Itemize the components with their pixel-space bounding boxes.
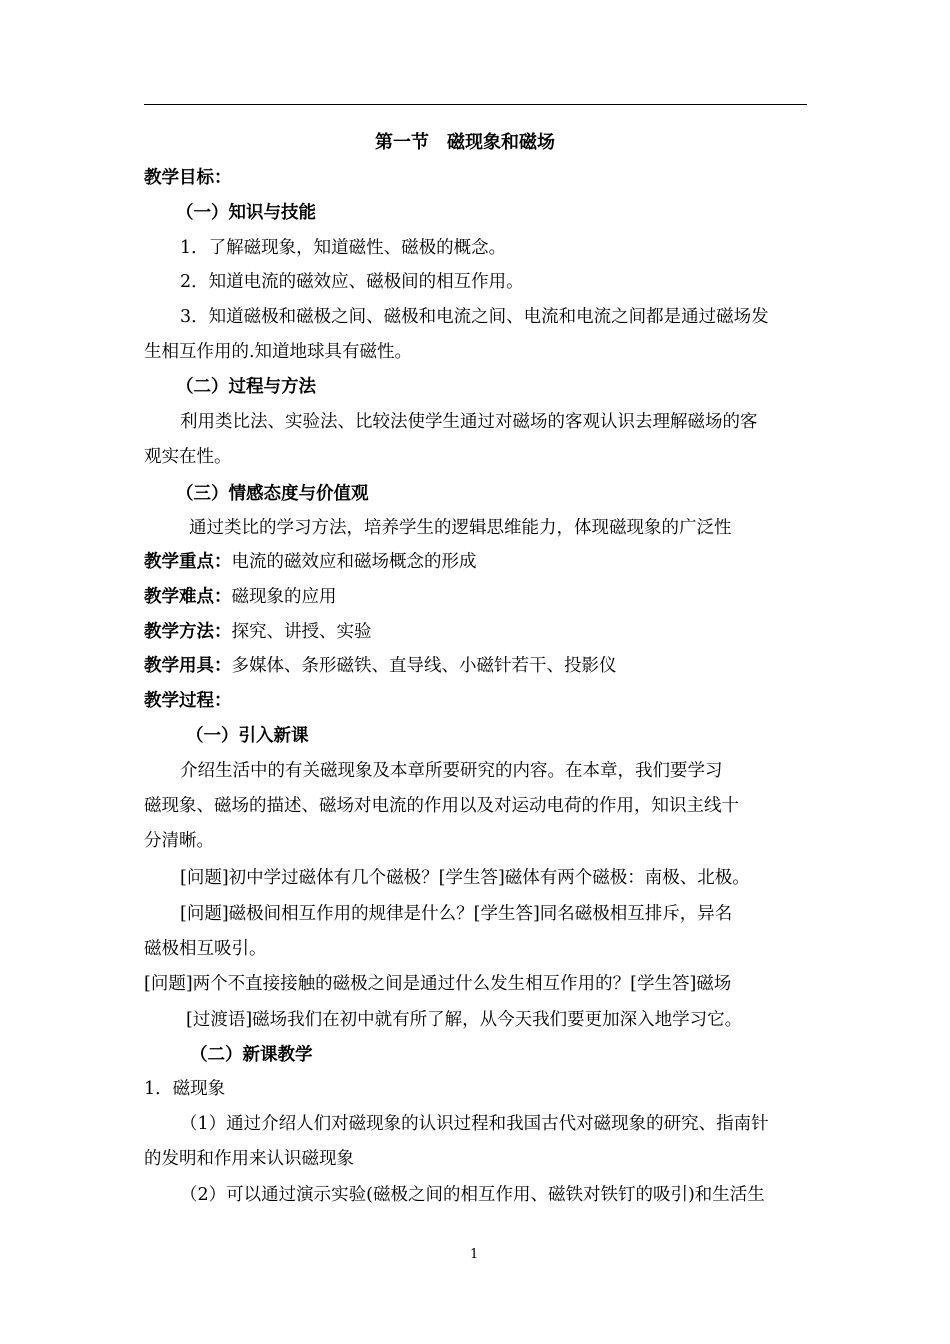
header-rule (144, 104, 807, 105)
process-text-line-1: 利用类比法、实验法、比较法使学生通过对磁场的客观认识去理解磁场的客 (180, 412, 758, 432)
page-title: 第一节 磁现象和磁场 (375, 132, 555, 153)
teaching-focus-value: 电流的磁效应和磁场概念的形成 (231, 552, 477, 572)
knowledge-item-2: 2．知道电流的磁效应、磁极间的相互作用。 (180, 272, 524, 292)
subsection-magnetic-phenomena: 1．磁现象 (144, 1079, 226, 1099)
question-3: [问题]两个不直接接触的磁极之间是通过什么发生相互作用的？[学生答]磁场 (144, 974, 732, 994)
teaching-tools-row (144, 654, 617, 678)
teaching-process-label: 教学过程： (144, 691, 232, 711)
question-2-line-2: 磁极相互吸引。 (144, 939, 267, 959)
teaching-difficulty-row (144, 585, 337, 609)
teaching-tools-label: 教学用具： (144, 656, 232, 676)
page-number: 1 (470, 1247, 479, 1262)
question-2-line-1: [问题]磁极间相互作用的规律是什么？[学生答]同名磁极相互排斥，异名 (180, 904, 733, 924)
teaching-method-row (144, 620, 372, 644)
transition-text: [过渡语]磁场我们在初中就有所了解，从今天我们要更加深入地学习它。 (186, 1010, 743, 1030)
intro-text-line-2: 磁现象、磁场的描述、磁场对电流的作用以及对运动电荷的作用，知识主线十 (144, 796, 739, 816)
intro-text-line-1: 介绍生活中的有关磁现象及本章所要研究的内容。在本章，我们要学习 (180, 761, 723, 781)
question-1: [问题]初中学过磁体有几个磁极？[学生答]磁体有两个磁极：南极、北极。 (180, 868, 750, 888)
new-lesson-item-1-line-1: （1）通过介绍人们对磁现象的认识过程和我国古代对磁现象的研究、指南针 (180, 1114, 769, 1134)
knowledge-item-3-line-2: 生相互作用的.知道地球具有磁性。 (144, 342, 413, 362)
new-lesson-item-2-line-1: （2）可以通过演示实验(磁极之间的相互作用、磁铁对铁钉的吸引)和生活生 (180, 1185, 765, 1205)
emotion-text: 通过类比的学习方法，培养学生的逻辑思维能力，体现磁现象的广泛性 (189, 518, 732, 538)
teaching-difficulty-value: 磁现象的应用 (231, 587, 337, 607)
teaching-difficulty-label: 教学难点： (144, 587, 232, 607)
new-lesson-item-1-line-2: 的发明和作用来认识磁现象 (144, 1149, 354, 1169)
knowledge-item-1: 1．了解磁现象，知道磁性、磁极的概念。 (180, 238, 507, 258)
section-new-lesson-heading: （二）新课教学 (190, 1045, 313, 1065)
teaching-focus-label: 教学重点： (144, 552, 232, 572)
teaching-tools-value: 多媒体、条形磁铁、直导线、小磁针若干、投影仪 (231, 656, 617, 676)
section-intro-heading: （一）引入新课 (186, 726, 309, 746)
section-emotion-heading: （三）情感态度与价值观 (176, 484, 369, 504)
process-text-line-2: 观实在性。 (144, 447, 232, 467)
knowledge-item-3-line-1: 3．知道磁极和磁极之间、磁极和电流之间、电流和电流之间都是通过磁场发 (180, 307, 769, 327)
objectives-label: 教学目标： (144, 168, 232, 188)
intro-text-line-3: 分清晰。 (144, 831, 214, 851)
section-knowledge-heading: （一）知识与技能 (176, 203, 316, 223)
section-process-heading: （二）过程与方法 (176, 377, 316, 397)
teaching-focus-row (144, 550, 477, 574)
teaching-method-label: 教学方法： (144, 622, 232, 642)
teaching-method-value: 探究、讲授、实验 (231, 622, 372, 642)
